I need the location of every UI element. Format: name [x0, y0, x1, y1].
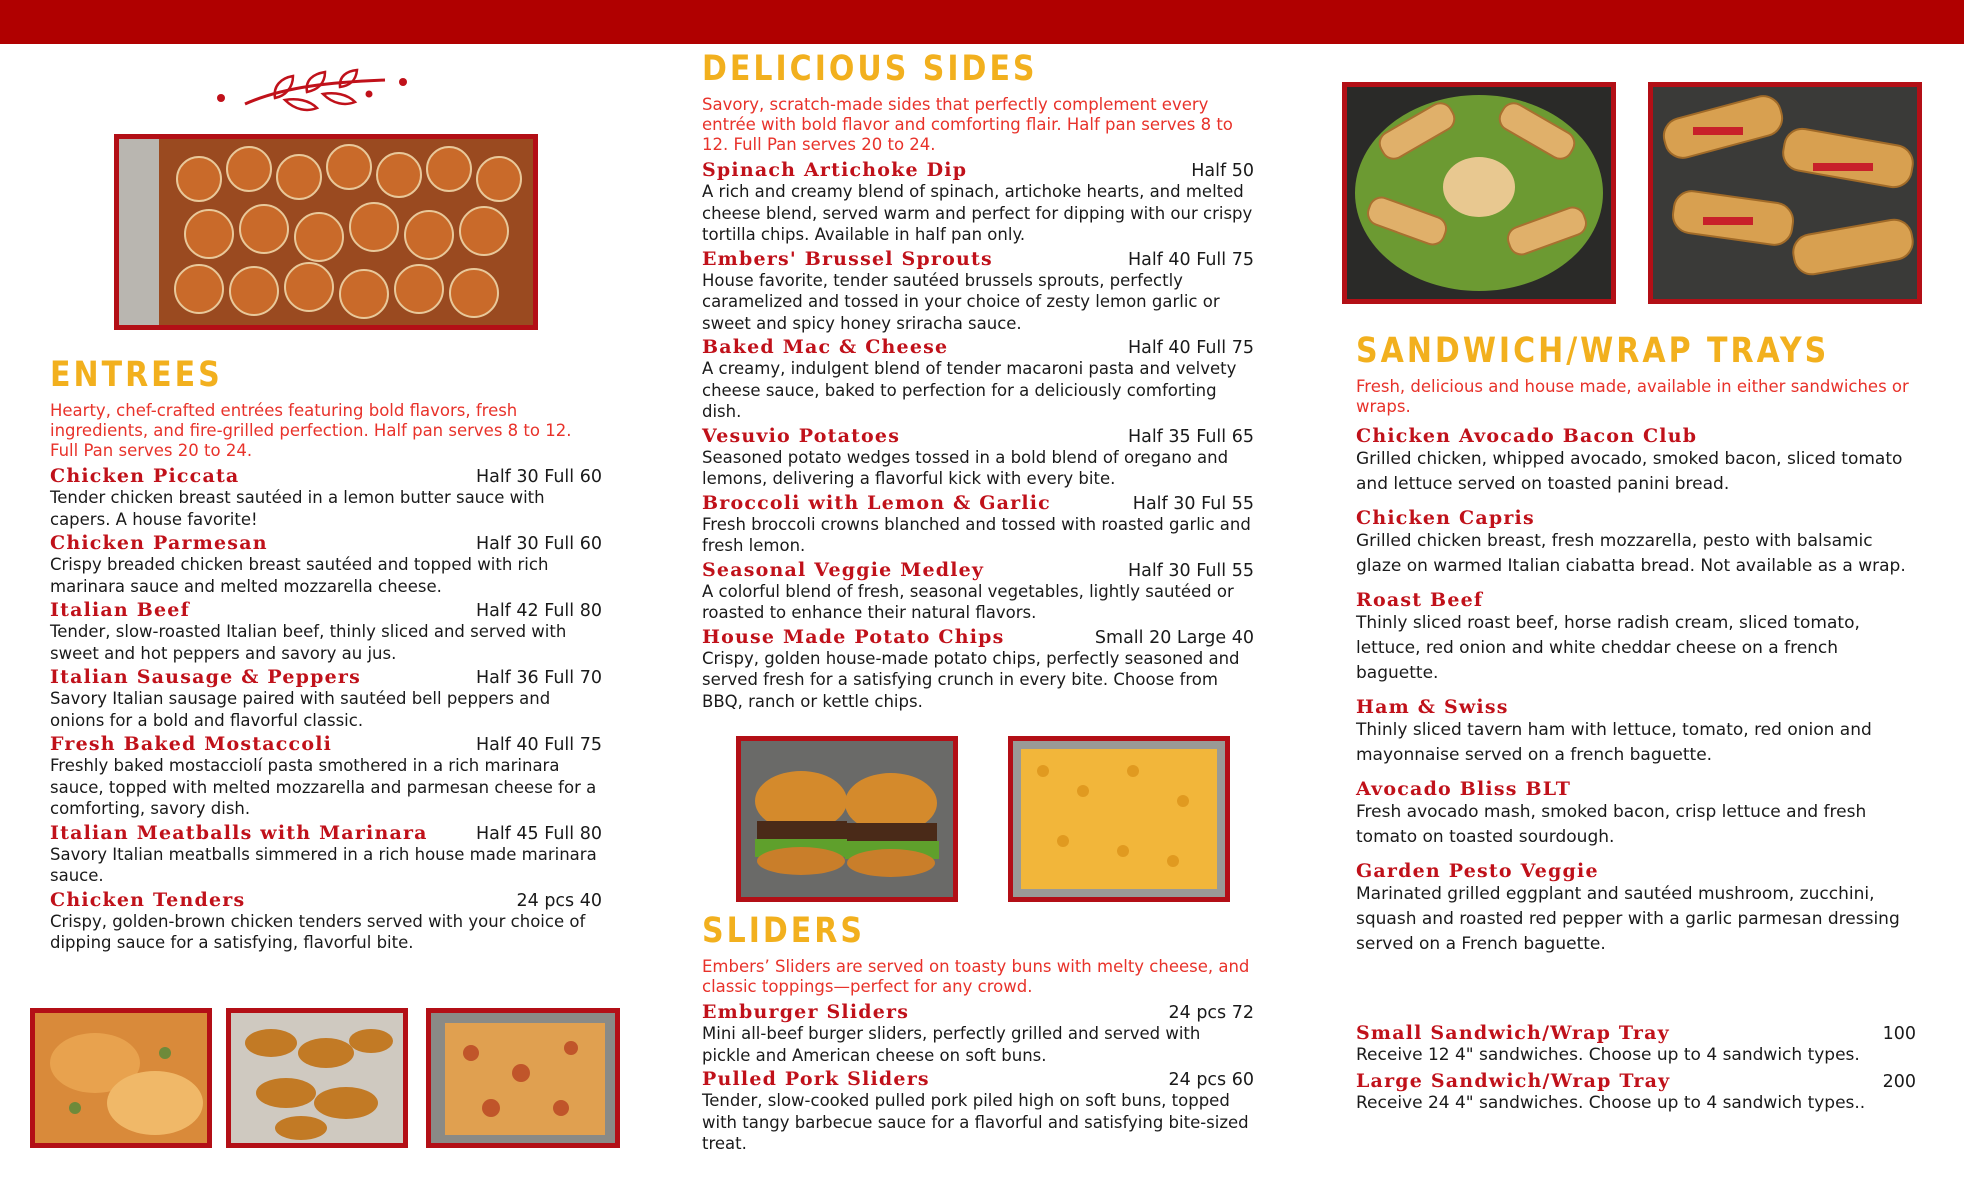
menu-item-description: Mini all-beef burger sliders, perfectly grilled and served with pickle and American cheese on soft buns. — [702, 1024, 1201, 1065]
menu-item-header — [50, 532, 602, 554]
menu-item-header — [702, 336, 1254, 358]
menu-item-description: Freshly baked mostacciolí pasta smothered in a rich marinara sauce, topped with melted mozzarella and parmesan cheese for a comforting, savory dish. — [50, 756, 597, 818]
menu-item — [50, 889, 602, 954]
sliders-section — [702, 910, 1254, 1157]
menu-item-name: Baked Mac & Cheese — [702, 336, 949, 358]
menu-item-name: Fresh Baked Mostaccoli — [50, 733, 333, 755]
menu-item-header — [702, 492, 1254, 514]
menu-item-header — [702, 159, 1254, 181]
menu-item-header — [1356, 696, 1916, 718]
entrees-section — [50, 354, 602, 956]
menu-item — [50, 465, 602, 530]
menu-item-price: Half 30 Full 55 — [1127, 560, 1254, 581]
menu-item-header — [50, 822, 602, 844]
menu-item-price: 24 pcs 40 — [516, 890, 602, 911]
menu-item-name: Ham & Swiss — [1356, 696, 1509, 718]
menu-item — [702, 248, 1254, 335]
menu-item — [50, 599, 602, 664]
menu-item-description: A rich and creamy blend of spinach, artichoke hearts, and melted cheese blend, served warm and perfect for dipping with our crispy tortilla chips. Available in half pan only. — [702, 182, 1253, 244]
entrees-intro: Hearty, chef-crafted entrées featuring bold flavors, fresh ingredients, and fire-grilled perfection. Half pan serves 8 to 12. Full Pan serves 20 to 24. — [50, 401, 572, 460]
menu-item-name: Garden Pesto Veggie — [1356, 860, 1599, 882]
menu-item-price: Half 35 Full 65 — [1127, 426, 1254, 447]
menu-item-header — [1356, 1070, 1916, 1092]
menu-item-description: A colorful blend of fresh, seasonal vegetables, lightly sautéed or roasted to enhance their natural flavors. — [702, 581, 1234, 622]
sliders-title: SLIDERS — [702, 910, 865, 951]
menu-item-name: Chicken Parmesan — [50, 532, 268, 554]
menu-item — [50, 733, 602, 820]
menu-item-price: Half 30 Full 60 — [475, 534, 602, 554]
menu-item — [702, 492, 1254, 557]
menu-item — [702, 159, 1254, 246]
menu-item — [1356, 507, 1916, 579]
menu-item-description: Tender, slow-roasted Italian beef, thinly sliced and served with sweet and hot peppers and savory au jus. — [50, 622, 567, 663]
menu-item-name: Roast Beef — [1356, 589, 1484, 611]
entrees-title: ENTREES — [50, 354, 223, 395]
chicken-tenders-photo — [226, 1008, 408, 1148]
menu-item-price: Half 50 — [1191, 161, 1254, 181]
menu-item-price: 24 pcs 72 — [1168, 1003, 1254, 1023]
menu-item-name: Emburger Sliders — [702, 1001, 910, 1023]
tray-list — [1356, 1022, 1916, 1114]
menu-item-header — [50, 599, 602, 621]
menu-item-header — [702, 626, 1254, 648]
menu-item-name: Chicken Capris — [1356, 507, 1535, 529]
menu-item-name: Italian Sausage & Peppers — [50, 666, 361, 688]
menu-item-description: Grilled chicken, whipped avocado, smoked bacon, sliced tomato and lettuce served on toasted panini bread. — [1356, 449, 1903, 494]
menu-item-name: Chicken Tenders — [50, 888, 246, 911]
menu-item-description: Savory Italian meatballs simmered in a rich house made marinara sauce. — [50, 844, 597, 885]
menu-item-header — [50, 666, 602, 688]
menu-item — [1356, 1022, 1916, 1066]
menu-item-description: Tender, slow-cooked pulled pork piled high on soft buns, topped with tangy barbecue sauce for a flavorful and satisfying bite-sized treat. — [702, 1091, 1249, 1153]
menu-item-description: House favorite, tender sautéed brussels sprouts, perfectly caramelized and tossed in your choice of zesty lemon garlic or sweet and spicy honey sriracha sauce. — [702, 270, 1220, 333]
menu-item-header — [1356, 778, 1916, 800]
menu-item-price: 200 — [1882, 1072, 1916, 1092]
menu-item — [50, 822, 602, 887]
menu-item-description: Grilled chicken breast, fresh mozzarella, pesto with balsamic glaze on warmed Italian ciabatta bread. Not available as a wrap. — [1356, 531, 1906, 576]
menu-item — [702, 1068, 1254, 1155]
menu-item — [1356, 1070, 1916, 1114]
sandwich-title: SANDWICH/WRAP TRAYS — [1356, 330, 1830, 371]
menu-item-price: Half 40 Full 75 — [1127, 249, 1254, 270]
menu-item-name: Spinach Artichoke Dip — [702, 159, 968, 181]
menu-item — [702, 425, 1254, 490]
menu-item-price: Half 30 Ful 55 — [1132, 493, 1254, 514]
menu-item — [1356, 425, 1916, 497]
menu-item-name: Embers' Brussel Sprouts — [702, 247, 993, 270]
menu-item-description: A creamy, indulgent blend of tender macaroni pasta and velvety cheese sauce, baked to perfection for a deliciously comforting dish. — [702, 359, 1237, 421]
menu-item-header — [702, 559, 1254, 581]
menu-item-price: Half 40 Full 75 — [1127, 338, 1254, 358]
menu-item-description: Crispy breaded chicken breast sautéed and topped with rich marinara sauce and melted mozzarella cheese. — [50, 555, 549, 596]
sides-title: DELICIOUS SIDES — [702, 48, 1038, 89]
menu-item-header — [702, 1001, 1254, 1023]
menu-item-description: Receive 24 4" sandwiches. Choose up to 4 sandwich types.. — [1356, 1093, 1866, 1113]
menu-item-name: Avocado Bliss BLT — [1356, 778, 1572, 800]
menu-item-name: House Made Potato Chips — [702, 625, 1005, 648]
menu-item-price: Half 45 Full 80 — [475, 823, 602, 844]
menu-item — [702, 559, 1254, 624]
menu-item-header — [1356, 860, 1916, 882]
menu-item-name: Italian Beef — [50, 599, 190, 621]
mostaccioli-photo — [426, 1008, 620, 1148]
meatballs-photo — [114, 134, 538, 330]
menu-item — [1356, 696, 1916, 768]
menu-item-description: Marinated grilled eggplant and sautéed mushroom, zucchini, squash and roasted red pepper with a garlic parmesan dressing served on a French baguette. — [1356, 884, 1900, 954]
leaf-ornament-icon — [215, 68, 410, 118]
tray-pricing — [1356, 1022, 1916, 1118]
menu-item-description: Crispy, golden-brown chicken tenders served with your choice of dipping sauce for a satisfying, flavorful bite. — [50, 911, 586, 952]
chicken-piccata-photo — [30, 1008, 212, 1148]
sides-section — [702, 48, 1254, 714]
menu-item — [702, 336, 1254, 423]
menu-item-header — [1356, 1022, 1916, 1044]
menu-item-description: Thinly sliced roast beef, horse radish cream, sliced tomato, lettuce, red onion and white cheddar cheese on a french baguette. — [1356, 613, 1860, 683]
mac-and-cheese-photo — [1008, 736, 1230, 902]
sandwich-list — [1356, 425, 1916, 957]
sliders-photo — [736, 736, 958, 902]
menu-item-name: Pulled Pork Sliders — [702, 1068, 930, 1090]
menu-item-header — [1356, 589, 1916, 611]
menu-item-price: 100 — [1882, 1024, 1916, 1044]
menu-item — [50, 666, 602, 731]
sandwich-intro: Fresh, delicious and house made, available in either sandwiches or wraps. — [1356, 377, 1909, 416]
menu-item-price: 24 pcs 60 — [1168, 1070, 1254, 1090]
menu-item-name: Broccoli with Lemon & Garlic — [702, 491, 1051, 514]
menu-item-description: Savory Italian sausage paired with sautéed bell peppers and onions for a bold and flavorful classic. — [50, 689, 551, 730]
menu-item-price: Half 40 Full 75 — [475, 735, 602, 755]
sub-sandwiches-photo — [1648, 82, 1922, 304]
sides-list — [702, 159, 1254, 712]
entrees-list — [50, 465, 602, 954]
menu-item-header — [702, 248, 1254, 270]
menu-item-header — [50, 465, 602, 487]
menu-item-name: Vesuvio Potatoes — [702, 424, 901, 447]
menu-item-header — [50, 889, 602, 911]
menu-item-name: Chicken Piccata — [50, 465, 240, 487]
sliders-list — [702, 1001, 1254, 1155]
sliders-intro: Embers’ Sliders are served on toasty buns with melty cheese, and classic toppings—perfect for any crowd. — [702, 957, 1250, 996]
menu-item-name: Seasonal Veggie Medley — [702, 558, 985, 581]
menu-item-price: Small 20 Large 40 — [1094, 627, 1254, 648]
menu-item — [702, 626, 1254, 713]
menu-item-header — [50, 733, 602, 755]
menu-item — [1356, 589, 1916, 686]
menu-item-header — [1356, 425, 1916, 447]
menu-item — [1356, 860, 1916, 957]
menu-item-description: Fresh avocado mash, smoked bacon, crisp lettuce and fresh tomato on toasted sourdough. — [1356, 802, 1867, 847]
menu-item-description: Crispy, golden house-made potato chips, perfectly seasoned and served fresh for a satisfying crunch in every bite. Choose from BBQ, ranch or kettle chips. — [702, 648, 1240, 711]
menu-item-header — [702, 1068, 1254, 1090]
menu-item-description: Receive 12 4" sandwiches. Choose up to 4 sandwich types. — [1356, 1045, 1860, 1065]
menu-item-header — [1356, 507, 1916, 529]
menu-item-description: Thinly sliced tavern ham with lettuce, tomato, red onion and mayonnaise served on a french baguette. — [1356, 720, 1872, 765]
menu-item — [50, 532, 602, 597]
menu-item-name: Large Sandwich/Wrap Tray — [1356, 1070, 1671, 1092]
menu-item — [1356, 778, 1916, 850]
sandwich-section — [1356, 330, 1916, 967]
menu-item-name: Italian Meatballs with Marinara — [50, 821, 428, 844]
menu-item-header — [702, 425, 1254, 447]
menu-item — [702, 1001, 1254, 1066]
menu-item-description: Fresh broccoli crowns blanched and tossed with roasted garlic and fresh lemon. — [702, 514, 1251, 555]
menu-item-description: Seasoned potato wedges tossed in a bold blend of oregano and lemons, delivering a flavorful kick with every bite. — [702, 447, 1229, 488]
menu-item-description: Tender chicken breast sautéed in a lemon butter sauce with capers. A house favorite! — [50, 488, 545, 529]
menu-item-name: Chicken Avocado Bacon Club — [1356, 425, 1698, 447]
menu-item-price: Half 30 Full 60 — [475, 467, 602, 487]
sandwich-platter-photo — [1342, 82, 1616, 304]
menu-item-price: Half 42 Full 80 — [475, 601, 602, 621]
sides-intro: Savory, scratch-made sides that perfectly complement every entrée with bold flavor and comforting flair. Half pan serves 8 to 12. Full Pan serves 20 to 24. — [702, 95, 1233, 154]
menu-item-price: Half 36 Full 70 — [475, 668, 602, 688]
top-banner — [0, 0, 1964, 44]
menu-item-name: Small Sandwich/Wrap Tray — [1356, 1022, 1670, 1044]
